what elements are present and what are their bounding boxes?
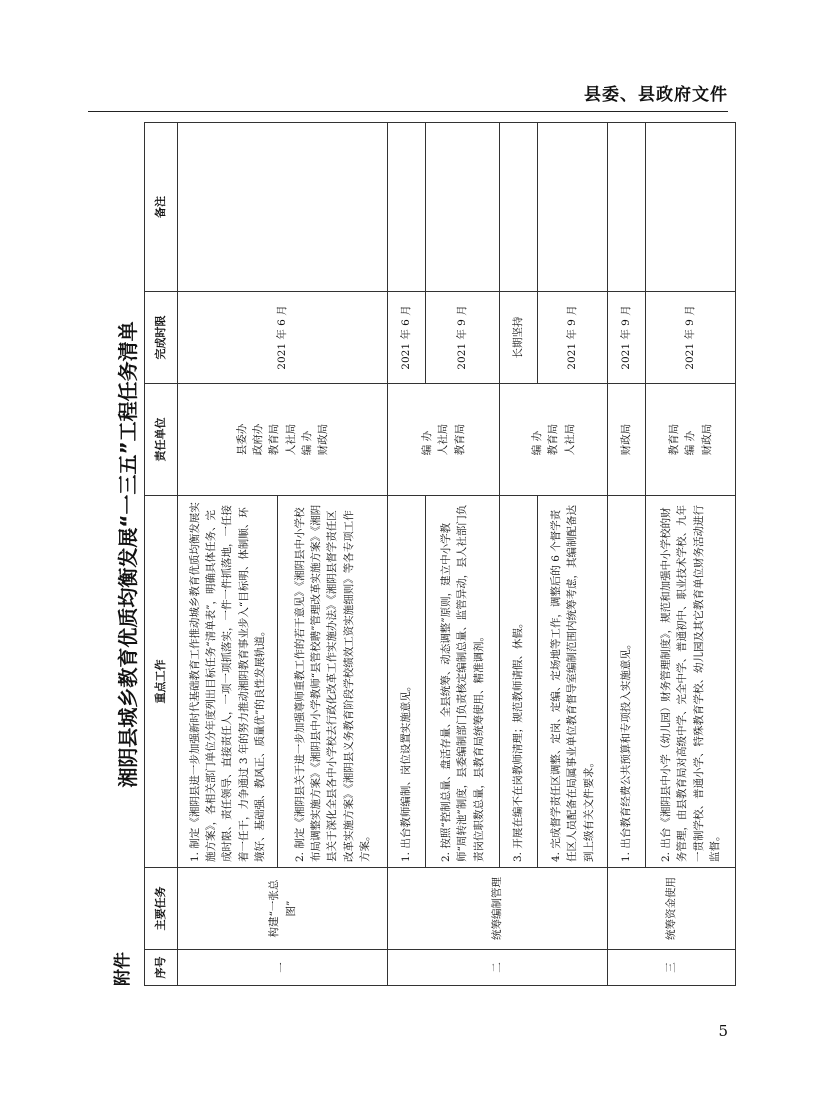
responsible-unit-text: 县委办 政府办 教育局 人社局 编 办 财政局	[235, 423, 330, 456]
seq-cell: 一	[178, 950, 388, 986]
document-title: 湘阴县城乡教育优质均衡发展“一三五”工程任务清单	[116, 321, 140, 788]
key-work-cell	[388, 496, 426, 868]
table-row	[178, 123, 278, 986]
header-responsible-unit: 责任单位	[145, 384, 178, 496]
responsible-unit-cell	[388, 384, 500, 496]
header-title: 县委、县政府文件	[584, 85, 728, 105]
deadline-cell: 2021 年 9 月	[646, 292, 736, 384]
header-deadline: 完成时限	[145, 292, 178, 384]
notes-cell	[178, 123, 388, 292]
task-table	[144, 122, 736, 986]
responsible-unit-cell	[500, 384, 608, 496]
table-row	[538, 123, 608, 986]
notes-cell	[538, 123, 608, 292]
seq-cell: 三	[608, 950, 736, 986]
rotated-annex	[108, 123, 721, 986]
responsible-unit-cell	[178, 384, 388, 496]
key-work-text: 4. 完成督学责任区调整、定岗、定编、定场地等工作，调整后的 6 个督学责任区人员配备在局属事业单位教育督导室编制范围内统筹考虑，其编制配备达到上级有关文件要求。	[550, 505, 595, 862]
responsible-unit-text: 编 办 教育局 人社局	[531, 423, 576, 456]
notes-cell	[426, 123, 500, 292]
deadline-cell: 长期坚持	[500, 292, 538, 384]
header-main-task: 主要任务	[145, 868, 178, 950]
notes-cell	[608, 123, 646, 292]
key-work-cell	[608, 496, 646, 868]
header-key-work: 重点工作	[145, 496, 178, 868]
key-work-text: 2. 出台《湘阴县中小学（幼儿园）财务管理制度》，规范和加强中小学校的财务管理，由县教育局对高级中学、完全中学、普通初中、职业技术学校、九年一贯制学校、普通小学、特殊教育学校、幼儿园及其它教育单位财务活动进行监督。	[659, 505, 721, 862]
seq-cell: 二	[388, 950, 608, 986]
key-work-text: 2. 制定《湘阴县关于进一步加强尊师重教工作的若干意见》《湘阴县中小学校布局调整实施方案》《湘阴县中小学教师“县管校聘”管理改革实施方案》《湘阴县关于深化全县各中小学校去行政化改革工作实施办法》《湘阴县督学责任区改革实施方案》《湘阴县义务教育阶段学校绩效工资实施细则》等各专项工作方案。	[293, 504, 371, 862]
responsible-unit-text: 教育局 编 办 财政局	[668, 423, 713, 456]
deadline-cell: 2021 年 6 月	[388, 292, 426, 384]
key-work-text: 1. 出台教育经费公共预算和专项投入实施意见。	[620, 638, 633, 862]
table-header-row	[145, 123, 178, 986]
key-work-text: 1. 制定《湘阴县进一步加强新时代基础教育工作推动城乡教育优质均衡发展实施方案》，各相关部门单位分年度列出目标任务“清单表”，明确具体任务、完成时限、责任领导、直接责任人，一项一项抓落实，一件一件抓落地，一任接着一任干，力争通过 3 年的努力推动湘阴教育事业步入“目标明、体制顺、环境好、基础强、教风正、质量优”的良性发展轨道。	[188, 502, 266, 862]
deadline-cell: 2021 年 9 月	[426, 292, 500, 384]
deadline-cell: 2021 年 9 月	[608, 292, 646, 384]
notes-cell	[388, 123, 426, 292]
header-divider	[88, 111, 728, 112]
key-work-cell	[278, 496, 388, 868]
key-work-text: 1. 出台教师编制、岗位设置实施意见。	[400, 680, 413, 862]
page-number: 5	[718, 1022, 728, 1040]
key-work-text: 2. 按照“控制总量、盘活存量、全县统筹、动态调整”原则，建立中小学教师“周转池”制度，县委编制部门负责核定编制总量、监管异动，县人社部门负责岗位职数总量，县教育局统筹使用、精准调剂。	[440, 504, 485, 862]
annex-label: 附件	[113, 952, 133, 986]
main-task-cell: 统筹资金使用	[608, 868, 736, 950]
table-row	[426, 123, 500, 986]
table-row	[500, 123, 538, 986]
deadline-cell: 2021 年 6 月	[178, 292, 388, 384]
responsible-unit-text: 财政局	[620, 423, 633, 456]
table-row	[388, 123, 426, 986]
header-notes: 备注	[145, 123, 178, 292]
main-task-cell: 统筹编制管理	[388, 868, 608, 950]
notes-cell	[646, 123, 736, 292]
key-work-text: 3. 开展在编不在岗教师清理；规范教师请假、休假。	[512, 617, 525, 862]
responsible-unit-cell	[646, 384, 736, 496]
header-seq: 序号	[145, 950, 178, 986]
table-row	[646, 123, 736, 986]
key-work-cell	[646, 496, 736, 868]
key-work-cell	[426, 496, 500, 868]
responsible-unit-text: 编 办 人社局 教育局	[421, 423, 466, 456]
deadline-cell: 2021 年 9 月	[538, 292, 608, 384]
key-work-cell	[500, 496, 538, 868]
main-task-cell: 构建“一张总图”	[178, 868, 388, 950]
table-row	[608, 123, 646, 986]
notes-cell	[500, 123, 538, 292]
key-work-cell	[178, 496, 278, 868]
key-work-cell	[538, 496, 608, 868]
responsible-unit-cell	[608, 384, 646, 496]
